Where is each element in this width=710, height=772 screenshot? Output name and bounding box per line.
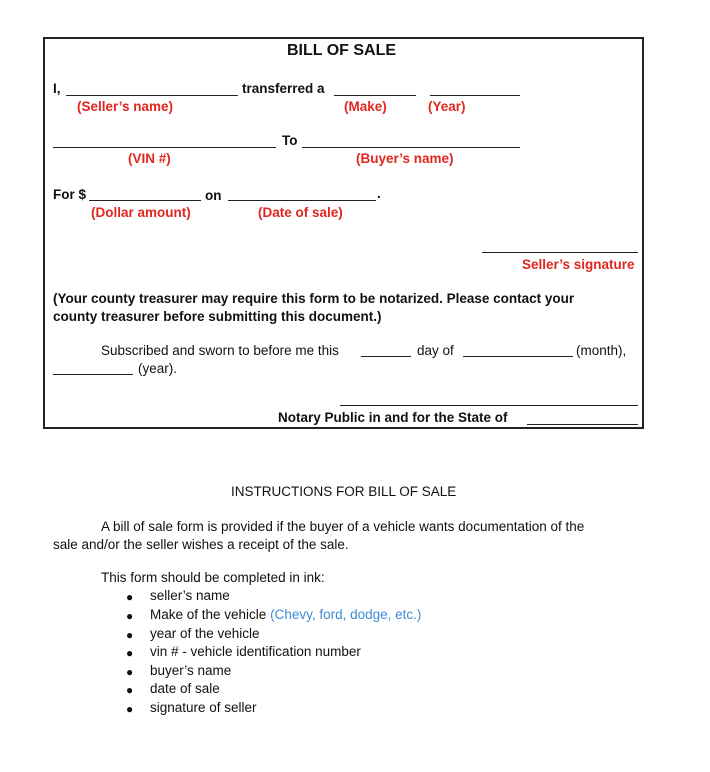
sworn-day-field[interactable] <box>361 356 411 357</box>
list-item: buyer’s name <box>150 663 232 678</box>
vin-hint: (VIN #) <box>128 151 171 166</box>
list-item: seller’s name <box>150 588 230 603</box>
list-item: signature of seller <box>150 700 257 715</box>
instructions-paragraph-line-1: A bill of sale form is provided if the buyer of a vehicle wants documentation of the <box>101 519 585 534</box>
list-item: year of the vehicle <box>150 626 260 641</box>
dollar-amount-field[interactable] <box>89 200 201 201</box>
buyer-name-hint: (Buyer’s name) <box>356 151 454 166</box>
make-hint: (Make) <box>344 99 387 114</box>
i-label: I, <box>53 81 61 96</box>
bullet-icon: ● <box>126 702 134 716</box>
year-field[interactable] <box>430 95 520 96</box>
seller-name-hint: (Seller’s name) <box>77 99 174 114</box>
date-of-sale-hint: (Date of sale) <box>258 205 343 220</box>
on-label: on <box>205 188 222 203</box>
to-label: To <box>282 133 298 148</box>
instructions-intro: This form should be completed in ink: <box>101 570 325 585</box>
notice-line-1: (Your county treasurer may require this form to be notarized. Please contact your <box>53 291 575 306</box>
buyer-name-field[interactable] <box>302 147 520 148</box>
seller-signature-field[interactable] <box>482 252 638 253</box>
seller-signature-hint: Seller’s signature <box>522 257 635 272</box>
notary-label: Notary Public in and for the State of <box>278 410 508 425</box>
form-title: BILL OF SALE <box>287 42 397 59</box>
list-item: vin # - vehicle identification number <box>150 644 361 659</box>
vin-field[interactable] <box>53 147 276 148</box>
notary-state-field[interactable] <box>527 424 638 425</box>
date-of-sale-field[interactable] <box>228 200 376 201</box>
notary-signature-field[interactable] <box>340 405 638 406</box>
sworn-year-field[interactable] <box>53 374 133 375</box>
seller-name-field[interactable] <box>66 95 238 96</box>
dollar-amount-hint: (Dollar amount) <box>91 205 191 220</box>
make-field[interactable] <box>334 95 416 96</box>
year-label: (year). <box>138 361 178 376</box>
month-label: (month), <box>576 343 627 358</box>
year-hint: (Year) <box>428 99 466 114</box>
list-item: date of sale <box>150 681 220 696</box>
list-item-text: Make of the vehicle <box>150 607 271 622</box>
for-label: For $ <box>53 187 87 202</box>
list-item-note: (Chevy, ford, dodge, etc.) <box>270 607 422 622</box>
bullet-icon: ● <box>126 665 134 679</box>
list-item <box>150 607 421 622</box>
bullet-icon: ● <box>126 609 134 623</box>
instructions-paragraph-line-2: sale and/or the seller wishes a receipt of the sale. <box>53 537 349 552</box>
bullet-icon: ● <box>126 590 134 604</box>
transferred-label: transferred a <box>242 81 325 96</box>
notice-line-2: county treasurer before submitting this document.) <box>53 309 382 324</box>
sworn-month-field[interactable] <box>463 356 573 357</box>
bullet-icon: ● <box>126 628 134 642</box>
bullet-icon: ● <box>126 646 134 660</box>
sworn-text: Subscribed and sworn to before me this <box>101 343 339 358</box>
period-mark: . <box>377 186 381 201</box>
day-of-label: day of <box>417 343 454 358</box>
instructions-heading: INSTRUCTIONS FOR BILL OF SALE <box>231 484 457 499</box>
bullet-icon: ● <box>126 683 134 697</box>
